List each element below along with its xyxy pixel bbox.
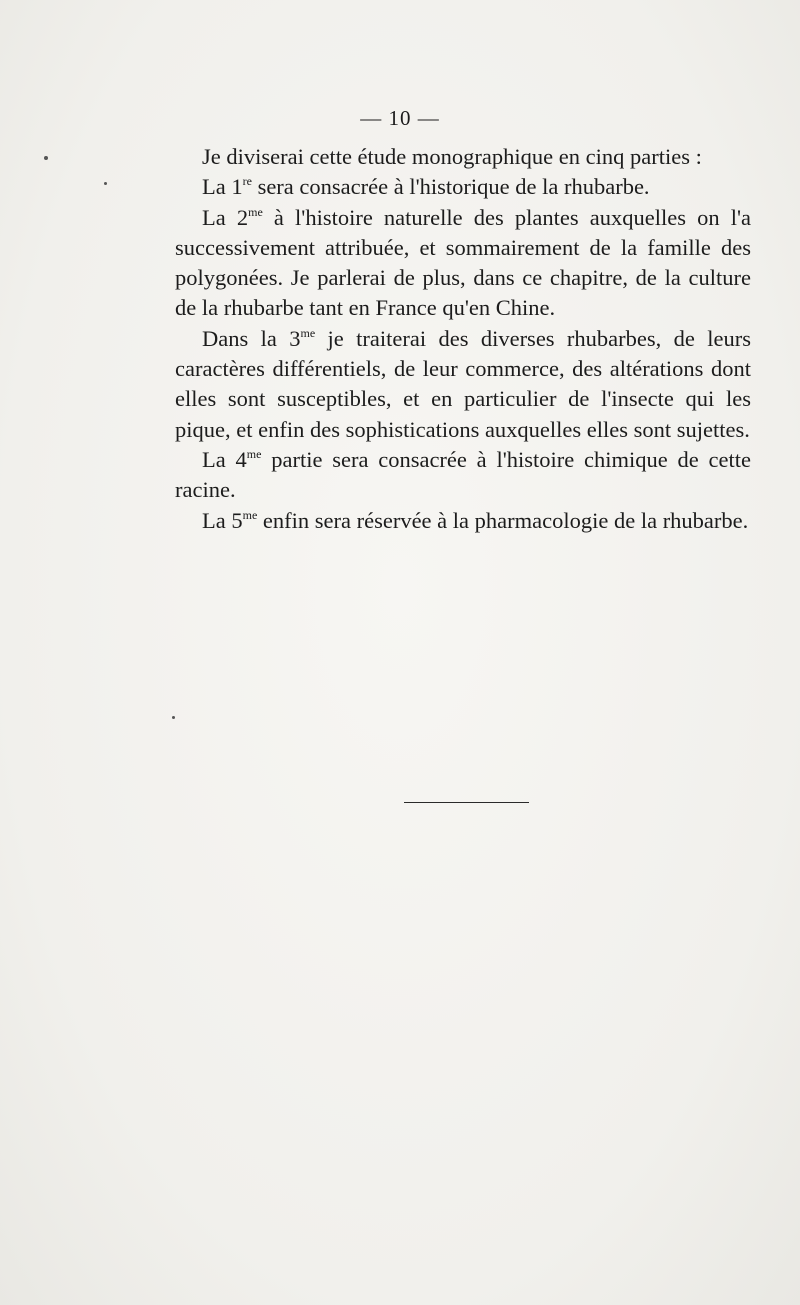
paragraph-part-1	[175, 172, 751, 202]
ordinal-superscript: me	[242, 507, 258, 522]
ink-speck	[104, 182, 107, 185]
paragraph-text: Je diviserai cette étude monographique en cinq parties :	[202, 144, 702, 169]
paragraph-text: partie sera consacrée à l'histoire chimique de cette racine.	[175, 446, 752, 503]
paragraph-text: sera consacrée à l'historique de la rhubarbe.	[251, 174, 650, 200]
paragraph-text: je traiterai des diverses rhubarbes, de leurs caractères différentiels, de leur commerce, des altérations dont elles sont susceptibles, et en particulier de l'insecte qui les pique, et enfin des sophistications auxquelles elles sont sujettes.	[175, 325, 751, 442]
section-divider-rule	[404, 802, 529, 803]
ordinal-superscript: me	[300, 325, 316, 340]
paragraph-part-4	[175, 445, 751, 506]
paragraph-part-3	[175, 324, 751, 445]
ordinal-superscript: me	[246, 446, 262, 461]
paragraph-outline-intro	[175, 142, 751, 172]
ink-speck	[172, 716, 175, 719]
body-text	[175, 142, 751, 536]
ordinal-superscript: me	[248, 204, 263, 219]
paragraph-text: enfin sera réservée à la pharmacologie de la rhubarbe.	[257, 507, 749, 533]
paragraph-prefix: La 2	[202, 204, 249, 230]
paragraph-prefix: Dans la 3	[202, 325, 301, 351]
paragraph-prefix: La 1	[202, 174, 243, 200]
ink-speck	[44, 156, 48, 160]
page-number: — 10 —	[360, 106, 440, 130]
paragraph-part-2	[175, 203, 751, 324]
ordinal-superscript: re	[242, 174, 252, 189]
paragraph-prefix: La 4	[202, 446, 247, 472]
paragraph-text: à l'histoire naturelle des plantes auxquelles on l'a successivement attribuée, et sommairement de la famille des polygonées. Je parlerai de plus, dans ce chapitre, de la culture de la rhubarbe tant en France qu'en Chine.	[175, 204, 751, 321]
paragraph-part-5	[175, 506, 751, 536]
paragraph-prefix: La 5	[202, 507, 243, 533]
